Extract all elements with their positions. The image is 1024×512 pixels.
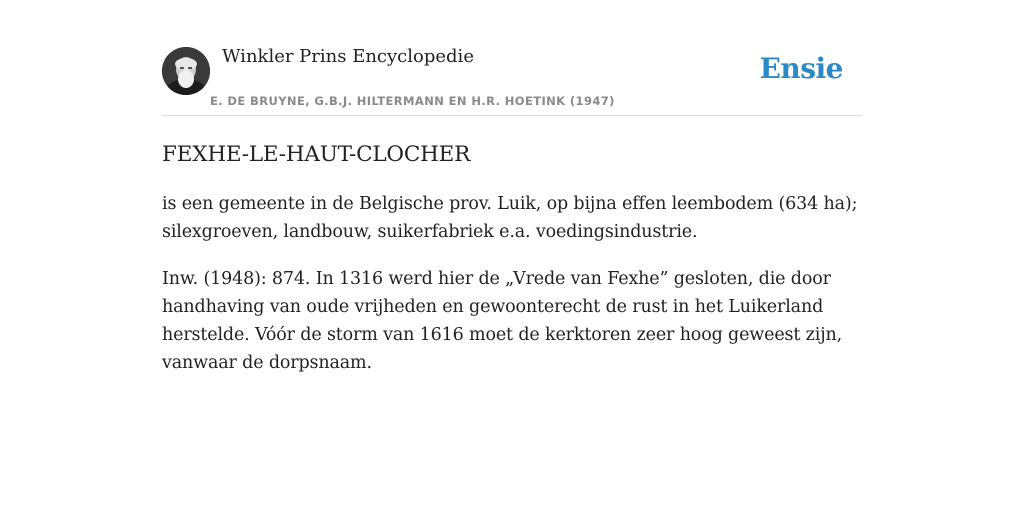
- source-authors: E. DE BRUYNE, G.B.J. HILTERMANN EN H.R. HOETINK (1947): [210, 94, 615, 108]
- page: [162, 0, 862, 396]
- source-title[interactable]: Winkler Prins Encyclopedie: [222, 46, 474, 67]
- portrait-icon: [162, 47, 210, 95]
- entry-title: FEXHE-LE-HAUT-CLOCHER: [162, 142, 471, 167]
- author-avatar[interactable]: [162, 47, 210, 95]
- entry-body: [162, 190, 862, 377]
- entry-paragraph: Inw. (1948): 874. In 1316 werd hier de „Vrede van Fexhe” gesloten, die door handhaving van oude vrijheden en gewoonterecht de rust in het Luikerland herstelde. Vóór de storm van 1616 moet de kerktoren zeer hoog geweest zijn, vanwaar de dorpsnaam.: [162, 269, 843, 373]
- source-header: [162, 0, 862, 116]
- entry-paragraph: is een gemeente in de Belgische prov. Luik, op bijna effen leembodem (634 ha); silexgroeven, landbouw, suikerfabriek e.a. voedingsindustrie.: [162, 194, 858, 242]
- ensie-logo[interactable]: Ensie: [759, 52, 843, 85]
